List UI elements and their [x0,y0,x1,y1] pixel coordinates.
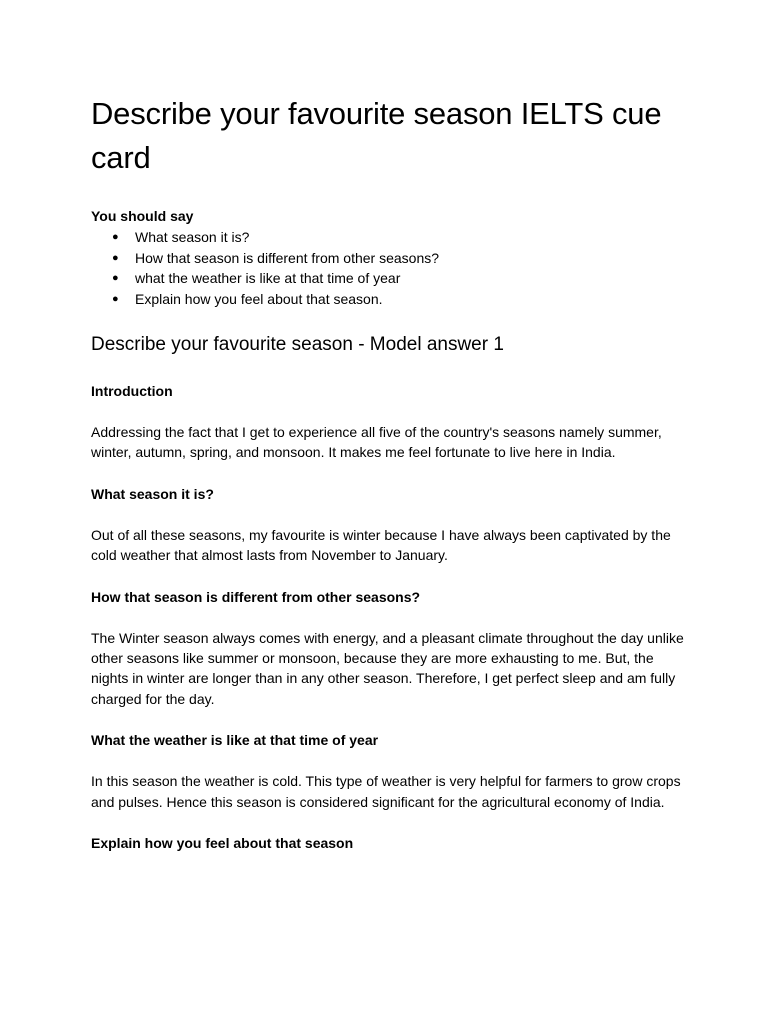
prompt-item [91,289,691,310]
prompt-item-text: How that season is different from other seasons? [135,249,440,266]
prompt-label: You should say [91,208,194,224]
bullet-icon: ● [112,292,119,305]
prompt-item [91,268,691,289]
prompt-item [91,248,691,269]
section-heading-introduction: Introduction [91,383,173,399]
bullet-icon: ● [112,251,119,264]
section-body-introduction: Addressing the fact that I get to experience all five of the country's seasons namely summer, winter, autumn, spring, and monsoon. It makes me feel fortunate to live here in India. [91,424,662,461]
section-body-weather: In this season the weather is cold. This type of weather is very helpful for farmers to grow crops and pulses. Hence this season is considered significant for the agricultural economy of India. [91,773,681,810]
model-answer-title: Describe your favourite season - Model answer 1 [91,334,504,355]
section-heading-feelings: Explain how you feel about that season [91,835,354,852]
prompt-item-text: what the weather is like at that time of year [135,270,401,286]
section-heading-weather: What the weather is like at that time of year [91,732,379,749]
section-body-what-season: Out of all these seasons, my favourite is winter because I have always been captivated by the cold weather that almost lasts from November to January. [91,526,671,564]
document-content [91,92,691,853]
prompt-list [91,227,691,309]
bullet-icon: ● [112,231,119,243]
prompt-item [91,227,691,248]
prompt-item-text: Explain how you feel about that season. [135,290,383,307]
document-title: Describe your favourite season IELTS cue card [91,96,662,175]
section-heading-how-different: How that season is different from other seasons? [91,588,421,605]
section-body-how-different: The Winter season always comes with energy, and a pleasant climate throughout the day unlike other seasons like summer or monsoon, because they are more exhausting to me. But, the nights in winter are longer than in any other season. Therefore, I get perfect sleep and am fully charged for the day. [91,629,684,707]
section-heading-what-season: What season it is? [91,485,214,502]
bullet-icon: ● [112,272,119,284]
prompt-item-text: What season it is? [135,229,250,245]
